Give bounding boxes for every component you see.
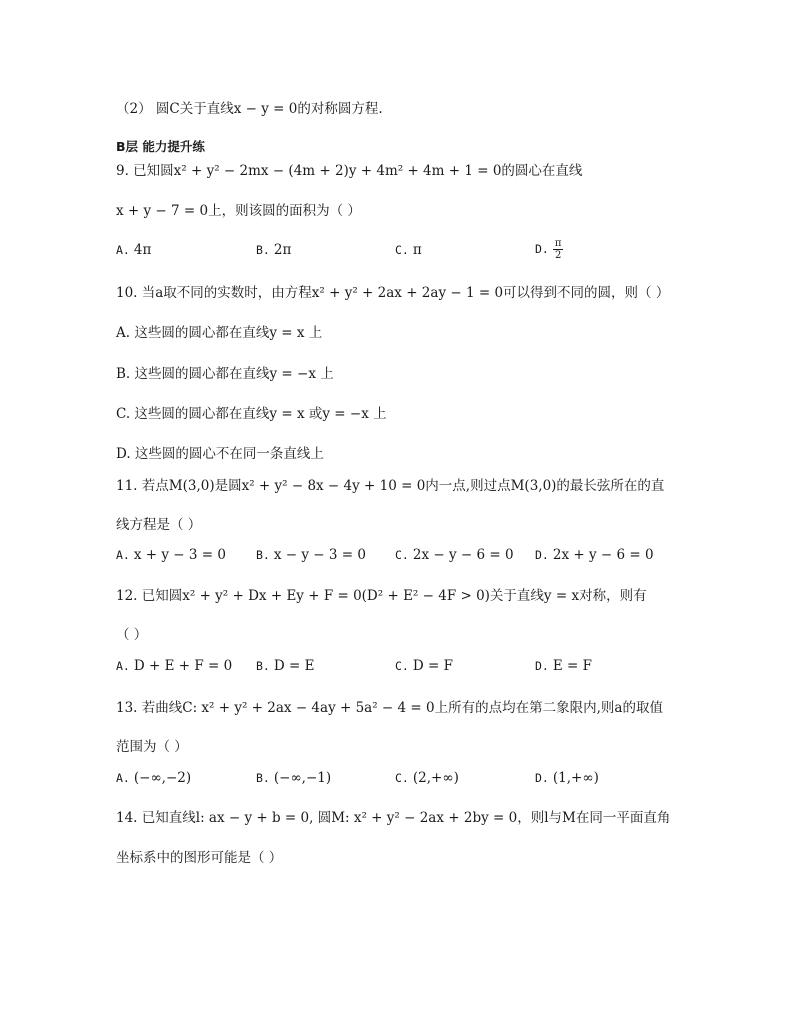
question-9-option-a: A. 4π [116, 242, 152, 258]
question-12-option-b: B. D = E [256, 658, 315, 674]
question-10-option-d: D. 这些圆的圆心不在同一条直线上 [116, 446, 324, 462]
question-11-line-1: 11. 若点M(3,0)是圆x² + y² − 8x − 4y + 10 = 0内一点,则过点M(3,0)的最长弦所在的直 [116, 478, 665, 494]
section-heading-b: B层 能力提升练 [116, 139, 205, 154]
question-10-option-c: C. 这些圆的圆心都在直线y = x 或y = −x 上 [116, 406, 387, 422]
question-11-option-d: D. 2x + y − 6 = 0 [535, 547, 654, 563]
question-13-line-2: 范围为（ ） [116, 739, 188, 755]
question-13-option-a: A. (−∞,−2) [116, 770, 192, 786]
question-11-line-2: 线方程是（ ） [116, 517, 202, 533]
question-9-option-b: B. 2π [256, 242, 292, 258]
question-11-option-a: A. x + y − 3 = 0 [116, 547, 226, 563]
question-8-part-2: （2） 圆C关于直线x − y = 0的对称圆方程. [116, 101, 383, 117]
question-9-line-1: 9. 已知圆x² + y² − 2mx − (4m + 2)y + 4m² + 4m + 1 = 0的圆心在直线 [116, 163, 583, 179]
question-10-option-a: A. 这些圆的圆心都在直线y = x 上 [116, 325, 323, 341]
question-14-line-1: 14. 已知直线l: ax − y + b = 0, 圆M: x² + y² − 2ax + 2by = 0，则l与M在同一平面直角 [116, 810, 671, 826]
question-11-option-c: C. 2x − y − 6 = 0 [395, 547, 514, 563]
question-9-line-2: x + y − 7 = 0上，则该圆的面积为（ ） [116, 203, 361, 219]
question-12-option-c: C. D = F [395, 658, 453, 674]
question-13-option-b: B. (−∞,−1) [256, 770, 332, 786]
question-11-option-b: B. x − y − 3 = 0 [256, 547, 366, 563]
question-9-option-d: D. $\frac{\pi}{2}$ [535, 238, 562, 261]
question-10-option-b: B. 这些圆的圆心都在直线y = −x 上 [116, 366, 334, 382]
question-14-line-2: 坐标系中的图形可能是（ ） [116, 850, 283, 866]
question-13-line-1: 13. 若曲线C: x² + y² + 2ax − 4ay + 5a² − 4 = 0上所有的点均在第二象限内,则a的取值 [116, 700, 663, 716]
question-13-option-c: C. (2,+∞) [395, 770, 459, 786]
question-12-option-a: A. D + E + F = 0 [116, 658, 233, 674]
fraction-pi-over-2: $\frac{\pi}{2}$ [554, 238, 562, 261]
question-12-line-1: 12. 已知圆x² + y² + Dx + Ey + F = 0(D² + E² − 4F > 0)关于直线y = x对称，则有 [116, 588, 647, 604]
question-13-option-d: D. (1,+∞) [535, 770, 599, 786]
question-12-line-2: （ ） [116, 627, 148, 643]
question-10-line-1: 10. 当a取不同的实数时，由方程x² + y² + 2ax + 2ay − 1 = 0可以得到不同的圆，则（ ） [116, 285, 670, 301]
question-12-option-d: D. E = F [535, 658, 592, 674]
question-9-option-c: C. π [395, 242, 422, 258]
